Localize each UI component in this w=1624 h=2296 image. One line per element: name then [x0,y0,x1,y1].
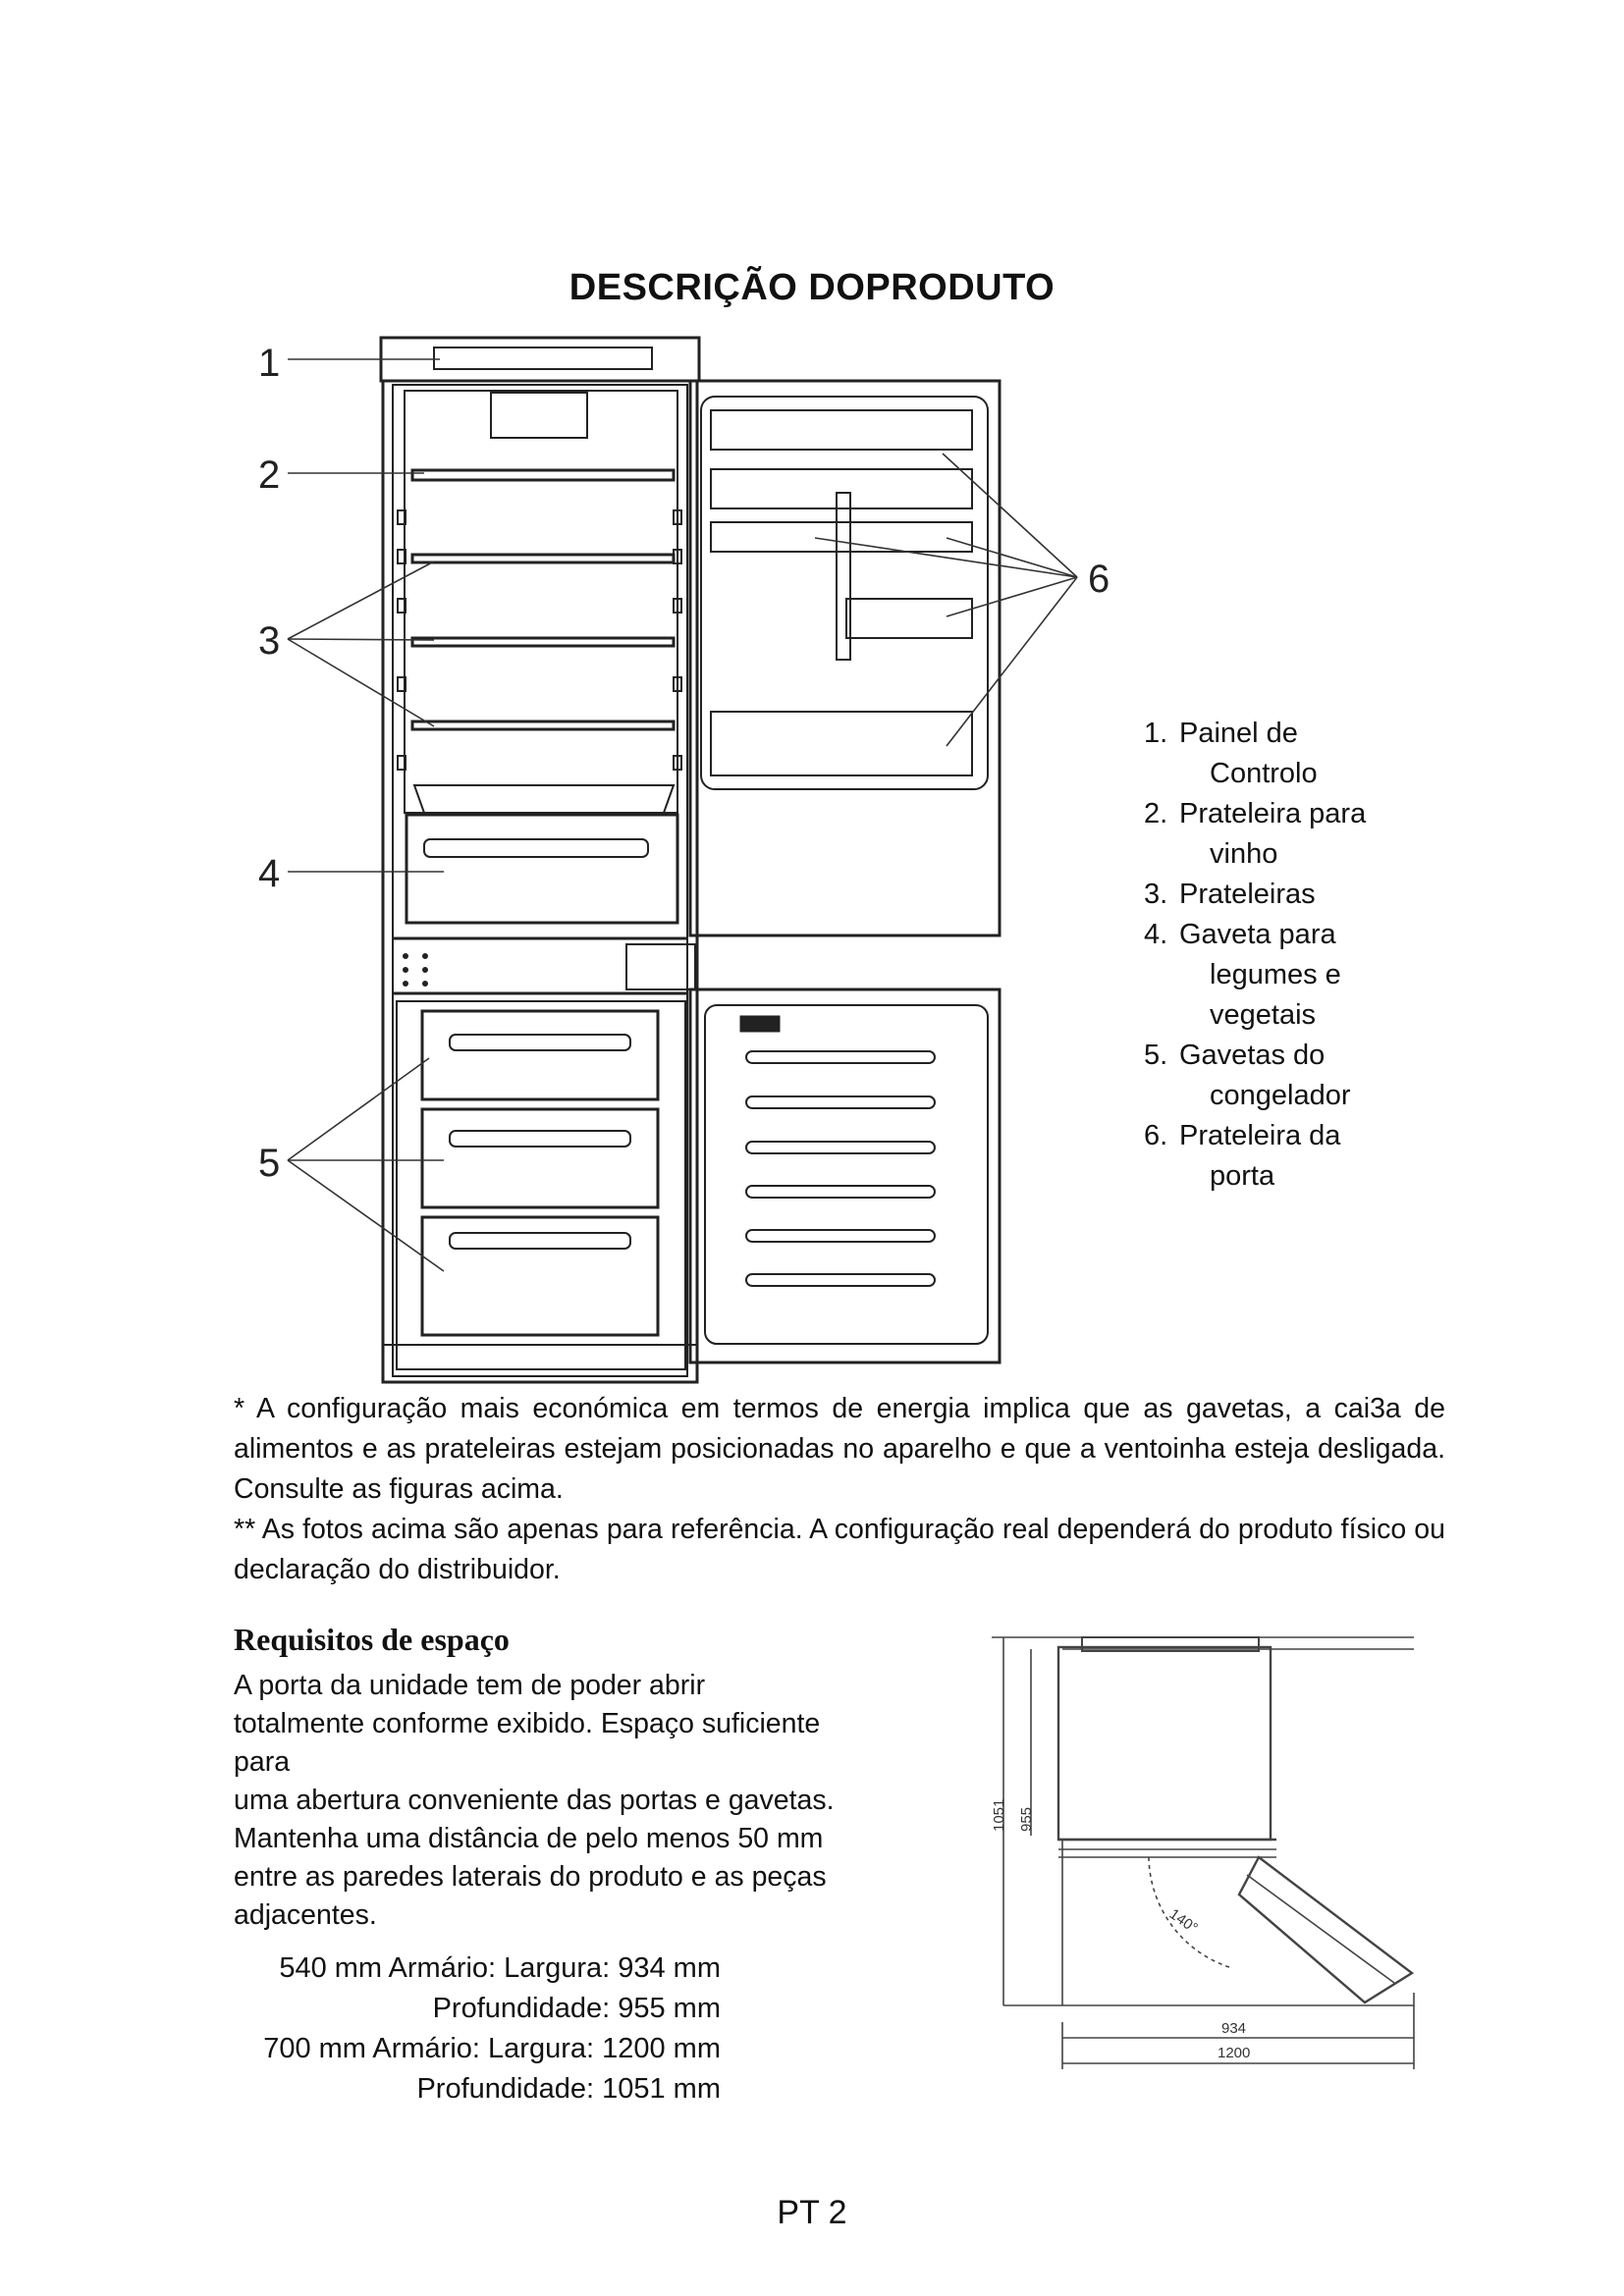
note-reference: ** As fotos acima são apenas para referência. A configuração real dependerá do produto físico ou declaração do distribuidor. [234,1514,1445,1585]
callout-6: 6 [1088,558,1110,601]
dim-angle: 140° [1165,1905,1201,1938]
fan-box [491,393,587,438]
freezer-drawer-2 [422,1109,658,1207]
req-line: Mantenha uma distância de pelo menos 50 mm [234,1823,824,1854]
req-line: totalmente conforme exibido. Espaço suficiente [234,1708,821,1739]
note-energy: * A configuração mais económica em termos de energia implica que as gavetas, a cai3a de alimentos e as prateleiras estejam posicionadas no aparelho e que a ventoinha esteja desligada. Consulte as figuras acima. [234,1393,1445,1505]
cabinet-outline [1058,1647,1271,1840]
legend-item: 3. Prateleiras [1144,879,1316,910]
shelf-3 [412,721,674,729]
freezer-door [690,989,1000,1362]
legend-item: 5. Gavetas do congelador [1144,1040,1351,1111]
dim-955: 955 [1018,1806,1035,1832]
cabinet-dimensions [234,1949,721,2109]
door-shelf-1 [711,410,972,450]
callout-1: 1 [258,342,281,385]
legend-item: 4. Gaveta para legumes e vegetais [1144,919,1341,1031]
callout-5: 5 [258,1142,281,1185]
callout-2: 2 [258,454,281,497]
callout-3: 3 [258,619,281,663]
dimension-line: 700 mm Armário: Largura: 1200 mm [263,2033,721,2064]
dimension-line: 540 mm Armário: Largura: 934 mm [279,1952,721,1984]
open-door-outline [1239,1857,1412,2002]
parts-legend [1144,714,1366,1197]
space-requirements-heading: Requisitos de espaço [234,1622,510,1657]
legend-item: 2. Prateleira para vinho [1144,798,1367,870]
callout-4: 4 [258,852,281,895]
legend-item: 6. Prateleira da porta [1144,1120,1341,1192]
dim-934: 934 [1221,2020,1247,2037]
req-line: para [234,1746,291,1778]
dim-1200: 1200 [1218,2045,1251,2061]
notes-section [234,1389,1445,1590]
freezer-drawer-1 [422,1011,658,1099]
req-line: entre as paredes laterais do produto e as peças [234,1861,827,1893]
dimension-line: Profundidade: 955 mm [432,1993,721,2024]
door-shelf-3 [846,599,972,638]
page-title: DESCRIÇÃO DOPRODUTO [568,267,1056,308]
page-number: PT 2 [777,2194,847,2231]
shelf-1 [412,555,674,562]
dim-1051: 1051 [991,1798,1007,1832]
door-shelf-2 [711,469,972,508]
door-shelf-4 [711,712,972,775]
legend-item: 1. Painel de Controlo [1144,718,1318,789]
dimension-line: Profundidade: 1051 mm [416,2073,721,2105]
req-line: adjacentes. [234,1899,377,1931]
space-requirements-text [234,1667,931,1935]
freezer-drawer-3 [422,1217,658,1335]
shelf-2 [412,638,674,646]
wine-shelf [412,470,674,480]
req-line: A porta da unidade tem de poder abrir [234,1670,706,1701]
req-line: uma abertura conveniente das portas e gavetas. [234,1785,835,1816]
crisper-drawer [406,815,677,923]
